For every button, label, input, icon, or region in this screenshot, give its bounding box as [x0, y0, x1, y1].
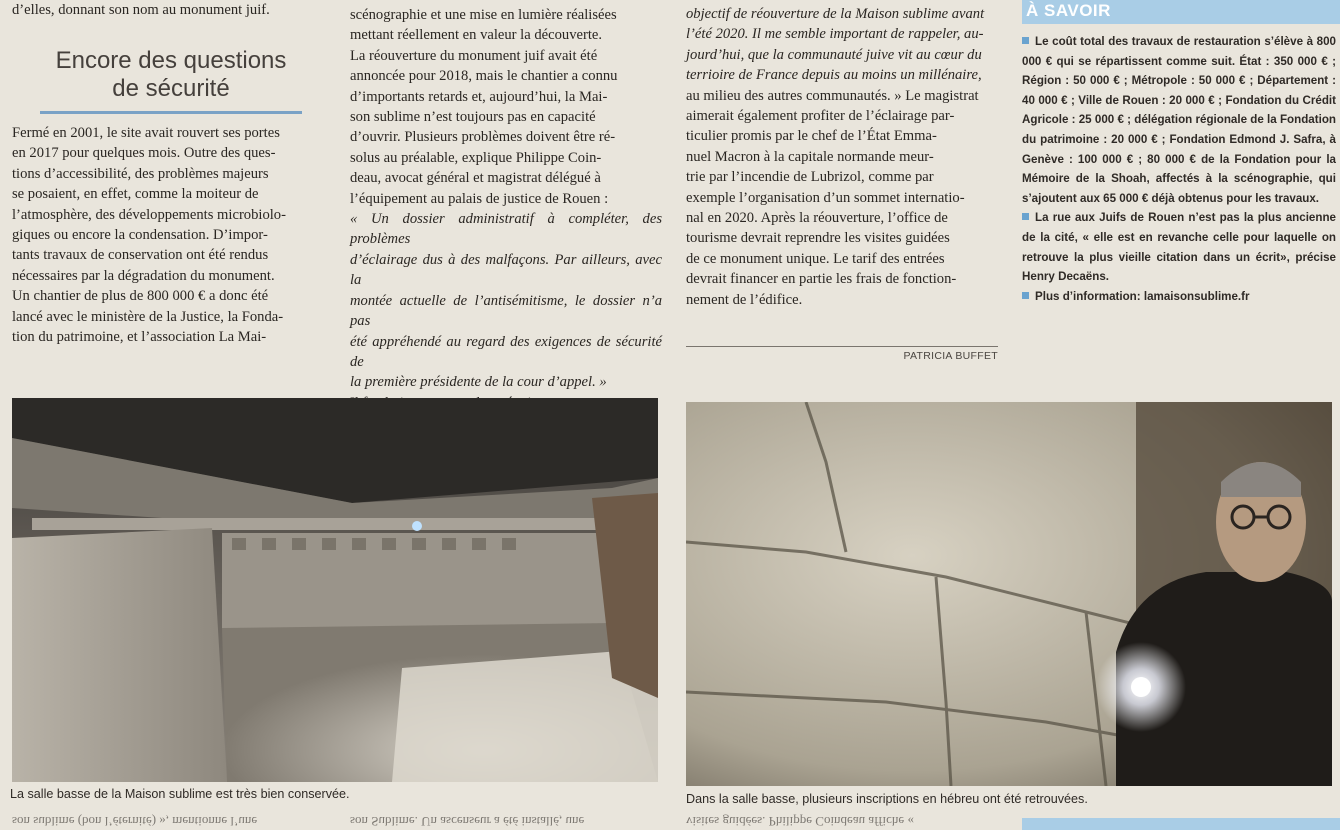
column-1-line: giques ou encore la condensation. D’impor- [12, 227, 268, 244]
photo-2-caption: Dans la salle basse, plusieurs inscriptions en hébreu ont été retrouvées. [686, 792, 1088, 806]
col2-line: « Un dossier administratif à compléter, des problèmes [350, 211, 662, 248]
column-1-line: Fermé en 2001, le site avait rouvert ses portes [12, 125, 280, 141]
col3-line: aimerait également profiter de l’éclairage par- [686, 108, 955, 125]
photo-inscriptions [686, 402, 1332, 786]
photo-salle-basse [12, 398, 658, 782]
column-1-line: se posaient, en effet, comme la moiteur de [12, 186, 259, 203]
col2-line: la première présidente de la cour d’appel. » [350, 374, 607, 391]
col2-line: deau, avocat général et magistrat délégué à [350, 170, 601, 187]
col3-line: de ce monument unique. Le tarif des entrées [686, 250, 945, 267]
col2-line: son sublime n’est toujours pas en capacité [350, 109, 596, 126]
col3-line: nal en 2020. Après la réouverture, l’office de [686, 210, 948, 227]
col3-line: exemple l’organisation d’un sommet internatio- [686, 189, 965, 206]
column-1-line: lancé avec le ministère de la Justice, la Fonda- [12, 308, 284, 325]
cut-text-column-3: visites guidées. Philippe Coindeau affiche « [686, 814, 914, 829]
sidebar-title: À SAVOIR [1026, 1, 1111, 20]
photo-1-caption: La salle basse de la Maison sublime est très bien conservée. [10, 787, 350, 801]
sidebar-bullet-text: Plus d’information: lamaisonsublime.fr [1035, 289, 1250, 303]
bullet-square-icon [1022, 37, 1029, 44]
col2-line: solus au préalable, explique Philippe Coin- [350, 149, 602, 166]
headline-line-1: Encore des questions [55, 47, 287, 74]
col2-line: montée actuelle de l’antisémitisme, le dossier n’a pas [350, 292, 662, 330]
sidebar-bullet-item [1022, 287, 1336, 307]
col2-line: mettant réellement en valeur la découverte. [350, 27, 603, 44]
sidebar-body [1022, 32, 1336, 306]
col2-line: l’équipement au palais de justice de Rouen : [350, 190, 609, 207]
sidebar-bullet-item [1022, 208, 1336, 286]
article-column-1-body [12, 123, 326, 347]
col2-line: La réouverture du monument juif avait été [350, 47, 598, 64]
article-column-2 [350, 5, 662, 434]
signature-rule [686, 346, 998, 347]
col3-line: l’été 2020. Il me semble important de rappeler, au- [686, 26, 984, 43]
col2-line: annoncée pour 2018, mais le chantier a connu [350, 68, 618, 85]
cut-text-column-2: son Sublime. Un ascenseur a été installé, une [350, 814, 585, 829]
article-column-3 [686, 4, 998, 310]
headline-line-2: de sécurité [112, 75, 230, 102]
column-1-line: en 2017 pour quelques mois. Outre des ques- [12, 145, 276, 162]
col3-line: devrait financer en partie les frais de fonction- [686, 271, 957, 288]
photo-inscriptions-image [686, 402, 1332, 786]
col3-line: trie par l’incendie de Lubrizol, comme par [686, 169, 934, 186]
col3-line: nement de l’édifice. [686, 291, 803, 308]
col3-line: tourisme devrait reprendre les visites guidées [686, 230, 950, 247]
col3-line: jourd’hui, que la communauté juive vit au cœur du [686, 46, 982, 63]
bullet-square-icon [1022, 292, 1029, 299]
column-1-line: tions d’accessibilité, des problèmes majeurs [12, 165, 269, 182]
col2-line: scénographie et une mise en lumière réalisées [350, 7, 617, 23]
column-1-line: tants travaux de conservation ont été rendus [12, 247, 269, 264]
col3-line: terrioire de France depuis au moins un millénaire, [686, 67, 982, 84]
article-column-1 [12, 0, 326, 20]
cut-text-column-1: son sublime (bon l’éternité) », mentionne l’une [12, 814, 258, 829]
sidebar-bullet-text: Le coût total des travaux de restauration s’élève à 800 000 € qui se répartissent comme suit. État : 350 000 € ; Région : 50 000 € ; Métropole : 50 000 € ; Département : 40 000 € ; Ville de Rouen : 20 000 € ; Fondation du Crédit Agricole : 25 000 € ; délégation régionale de la Fondation du patrimoine : 20 000 € ; Fondation Edmond J. Safra, à Genève : 100 000 € ; 80 000 € de la Fondation pour la Mémoire de la Shoah, affectés à la scénographie, qui s’ajoutent aux 65 000 € déjà obtenus pour les travaux. [1022, 35, 1336, 205]
author-signature: PATRICIA BUFFET [903, 350, 998, 362]
column-1-line: tion du patrimoine, et l’association La Mai- [12, 329, 267, 346]
section-headline [40, 47, 302, 103]
sidebar-bullet-text: La rue aux Juifs de Rouen n’est pas la plus ancienne de la cité, « elle est en revanche celle pour laquelle on retrouve la plus vieille citation dans un écrit», précise Henry Decaëns. [1022, 211, 1336, 284]
bullet-square-icon [1022, 213, 1029, 220]
col3-line: objectif de réouverture de la Maison sublime avant [686, 6, 985, 22]
column-1-line: Un chantier de plus de 800 000 € a donc été [12, 288, 269, 305]
column-1-line: nécessaires par la dégradation du monument. [12, 267, 275, 284]
photo-salle-basse-image [12, 398, 658, 782]
col3-line: ticulier promis par le chef de l’État Emma- [686, 128, 937, 145]
sidebar-bottom-strip [1022, 818, 1340, 830]
col2-line: d’importants retards et, aujourd’hui, la Mai- [350, 88, 608, 105]
column-1-line: l’atmosphère, des développements microbiolo- [12, 206, 286, 223]
headline-underline [40, 111, 302, 114]
col3-line: au milieu des autres communautés. » Le magistrat [686, 87, 979, 104]
col2-line: d’éclairage dus à des malfaçons. Par ailleurs, avec la [350, 251, 662, 289]
col2-line: d’ouvrir. Plusieurs problèmes doivent être ré- [350, 129, 616, 146]
column-1-top-line: d’elles, donnant son nom au monument juif. [12, 2, 270, 18]
col2-line: été appréhendé au regard des exigences de sécurité de [350, 333, 662, 370]
sidebar-bullet-item [1022, 32, 1336, 208]
col3-line: nuel Macron à la capitale normande meur- [686, 148, 934, 165]
